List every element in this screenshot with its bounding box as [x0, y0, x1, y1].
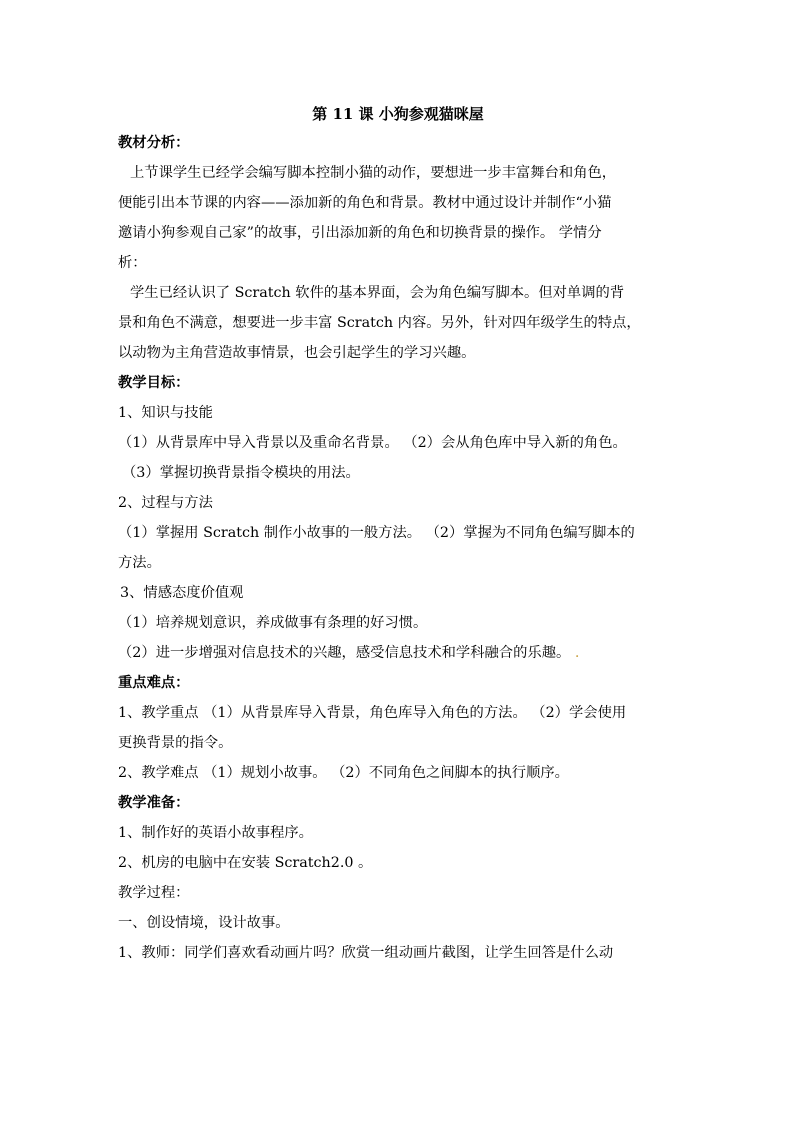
process-line: 一、创设情境，设计故事。	[118, 915, 290, 931]
section-heading-goals: 教学目标：	[118, 375, 190, 391]
paragraph-line: 上节课学生已经学会编写脚本控制小猫的动作，要想进一步丰富舞台和角色，	[130, 165, 617, 181]
section-heading-key-points: 重点难点：	[118, 675, 190, 691]
goal-line: （1）从背景库中导入背景以及重命名背景。 （2）会从角色库中导入新的角色。	[118, 435, 627, 451]
goal-title: 1、知识与技能	[118, 405, 213, 421]
goal-title: 3、情感态度价值观	[120, 585, 244, 601]
goal-line: （1）掌握用 Scratch 制作小故事的一般方法。 （2）掌握为不同角色编写脚本的	[118, 525, 635, 541]
key-line: 1、教学重点 （1）从背景库导入背景，角色库导入角色的方法。 （2）学会使用	[118, 705, 627, 721]
paragraph-line: 学生已经认识了 Scratch 软件的基本界面，会为角色编写脚本。但对单调的背	[130, 285, 625, 301]
section-heading-analysis: 教材分析：	[118, 135, 190, 151]
section-heading-preparation: 教学准备：	[118, 795, 190, 811]
document-page	[118, 100, 678, 968]
section-heading-process: 教学过程：	[118, 885, 190, 901]
prep-line: 1、制作好的英语小故事程序。	[118, 825, 313, 841]
paragraph-line: 便能引出本节课的内容——添加新的角色和背景。教材中通过设计并制作“小猫	[118, 195, 612, 211]
process-line: 1、教师：同学们喜欢看动画片吗？欣赏一组动画片截图，让学生回答是什么动	[118, 945, 614, 961]
paragraph-line: 以动物为主角营造故事情景，也会引起学生的学习兴趣。	[118, 345, 476, 361]
goal-line: （1）培养规划意识，养成做事有条理的好习惯。	[118, 615, 428, 631]
goal-line	[118, 638, 678, 668]
paragraph-line: 邀请小狗参观自己家”的故事，引出添加新的角色和切换背景的操作。 学情分	[118, 225, 602, 241]
key-line: 2、教学难点 （1）规划小故事。 （2）不同角色之间脚本的执行顺序。	[118, 765, 569, 781]
key-line: 更换背景的指令。	[118, 735, 233, 751]
paragraph-line: 景和角色不满意，想要进一步丰富 Scratch 内容。另外，针对四年级学生的特点，	[118, 315, 641, 331]
paragraph-line: 析：	[118, 255, 147, 271]
page-title: 第 11 课 小狗参观猫咪屋	[312, 105, 484, 123]
goal-line-text: （2）进一步增强对信息技术的兴趣，感受信息技术和学科融合的乐趣。	[118, 645, 571, 661]
goal-line: （3）掌握切换背景指令模块的用法。	[122, 465, 360, 481]
trailing-dot: .	[574, 645, 580, 661]
prep-line: 2、机房的电脑中在安装 Scratch2.0 。	[118, 855, 373, 871]
goal-line: 方法。	[118, 555, 161, 571]
goal-title: 2、过程与方法	[118, 495, 213, 511]
